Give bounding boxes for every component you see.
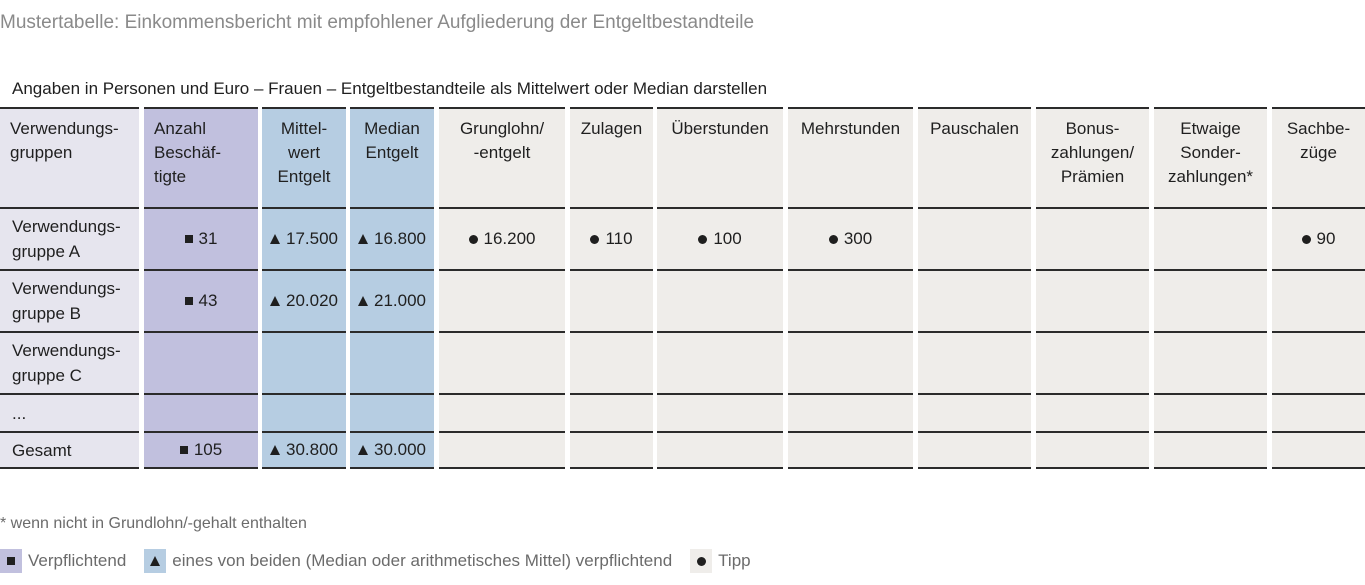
square-icon [0,549,22,573]
row-label-line: gruppe A [12,242,81,261]
table-cell-pauschalen [918,271,1031,333]
table-subtitle: Angaben in Personen und Euro – Frauen – Entgeltbestandteile als Mittelwert oder Median darstellen [12,79,768,98]
table-cell-sonder [1154,271,1267,333]
header-line: Prämien [1060,167,1125,186]
column-sonder [1154,107,1267,467]
square-icon [180,446,188,454]
table-cell-bonus [1036,395,1149,433]
column-sachbezuege [1272,107,1365,467]
header-line: wert [287,143,321,162]
column-bonus [1036,107,1149,467]
table-cell-zulagen [570,433,653,469]
table-cell-median [350,395,434,433]
header-line: Verwendungs- [10,119,119,138]
header-grundlohn [439,109,565,209]
table-cell-ueberstunden [657,209,783,271]
cell-value: 90 [1316,229,1336,248]
row-label [0,209,139,271]
dot-icon [590,235,599,244]
dot-icon [1302,235,1311,244]
row-label [0,271,139,333]
table-cell-anzahl [144,333,258,395]
table-cell-grundlohn [439,271,565,333]
page-title: Mustertabelle: Einkommensbericht mit empfohlener Aufgliederung der Entgeltbestandteile [0,12,755,33]
dot-icon [829,235,838,244]
table-cell-zulagen [570,209,653,271]
table-cell-ueberstunden [657,433,783,469]
table-cell-bonus [1036,433,1149,469]
triangle-icon [358,234,368,244]
table-cell-sachbezuege [1272,209,1365,271]
table-cell-zulagen [570,395,653,433]
header-mehrstunden [788,109,913,209]
header-line: Beschäf- [154,143,222,162]
column-pauschalen [918,107,1031,467]
table-cell-anzahl [144,433,258,469]
table-cell-ueberstunden [657,271,783,333]
legend-label-tip: Tipp [718,551,751,570]
table-cell-pauschalen [918,395,1031,433]
column-median [350,107,434,467]
table-cell-mehrstunden [788,271,913,333]
dot-icon [698,235,707,244]
header-line: Grunglohn/ [459,119,545,138]
table-cell-median [350,271,434,333]
table-cell-anzahl [144,271,258,333]
header-median [350,109,434,209]
column-zulagen [570,107,653,467]
header-line: -entgelt [473,143,531,162]
header-line: Entgelt [277,167,331,186]
table-cell-sachbezuege [1272,333,1365,395]
table-cell-sachbezuege [1272,433,1365,469]
table-cell-sonder [1154,333,1267,395]
cell-value: 21.000 [374,291,426,310]
header-ueberstunden [657,109,783,209]
square-icon [185,235,193,243]
header-sonder [1154,109,1267,209]
table-cell-sonder [1154,209,1267,271]
legend-item-mandatory [0,549,126,573]
table-cell-median [350,433,434,469]
header-line: Anzahl [154,119,206,138]
triangle-icon [270,234,280,244]
footnote: * wenn nicht in Grundlohn/-gehalt enthalten [0,515,307,532]
legend-item-either [144,549,672,573]
row-label-line: ... [12,403,27,423]
table-cell-grundlohn [439,209,565,271]
cell-value: 16.200 [483,229,536,248]
column-mehrstunden [788,107,913,467]
legend-label-mandatory: Verpflichtend [28,551,127,570]
triangle-icon [358,445,368,455]
header-pauschalen [918,109,1031,209]
legend-label-either: eines von beiden (Median oder arithmetisches Mittel) verpflichtend [172,551,673,570]
table-cell-sonder [1154,433,1267,469]
cell-value: 16.800 [374,229,426,248]
row-label-line: Verwendungs- [12,279,121,298]
cell-value: 105 [193,440,223,459]
header-verwendungsgruppen [0,109,139,209]
table-cell-sonder [1154,395,1267,433]
table-cell-pauschalen [918,333,1031,395]
column-ueberstunden [657,107,783,467]
table-cell-mehrstunden [788,333,913,395]
header-line: Zulagen [580,119,643,138]
table-cell-bonus [1036,333,1149,395]
table-cell-mehrstunden [788,209,913,271]
row-label [0,433,139,469]
table-cell-mittelwert [262,395,346,433]
row-label-line: Gesamt [12,440,72,460]
triangle-icon [144,549,166,573]
header-line: Sonder- [1180,143,1241,162]
triangle-icon [270,445,280,455]
table-cell-grundlohn [439,395,565,433]
table-cell-median [350,333,434,395]
cell-value: 30.000 [374,440,426,459]
header-line: Bonus- [1065,119,1120,138]
table-cell-zulagen [570,271,653,333]
cell-value: 43 [198,291,218,310]
header-line: züge [1300,143,1337,162]
square-icon [185,297,193,305]
column-mittelwert [262,107,346,467]
table-cell-median [350,209,434,271]
column-verwendungsgruppen [0,107,139,467]
header-mittelwert [262,109,346,209]
header-line: tigte [154,167,187,186]
triangle-icon [270,296,280,306]
table-cell-pauschalen [918,433,1031,469]
header-line: Entgelt [365,143,419,162]
table-cell-mittelwert [262,209,346,271]
cell-value: 20.020 [286,291,338,310]
table-cell-mehrstunden [788,395,913,433]
table-cell-anzahl [144,209,258,271]
row-label-line: Verwendungs- [12,341,121,360]
header-anzahl [144,109,258,209]
legend-item-tip [690,549,750,573]
header-line: Mittel- [280,119,328,138]
cell-value: 300 [843,229,873,248]
row-label-line: gruppe C [12,366,82,385]
table-cell-mittelwert [262,333,346,395]
header-zulagen [570,109,653,209]
table-cell-ueberstunden [657,333,783,395]
table-cell-sachbezuege [1272,395,1365,433]
header-line: Überstunden [671,119,769,138]
column-grundlohn [439,107,565,467]
header-line: zahlungen* [1167,167,1254,186]
row-label-line: gruppe B [12,304,81,323]
row-label [0,333,139,395]
table-cell-ueberstunden [657,395,783,433]
header-bonus [1036,109,1149,209]
cell-value: 31 [198,229,218,248]
cell-value: 100 [713,229,742,248]
table-cell-sachbezuege [1272,271,1365,333]
row-label [0,395,139,433]
cell-value: 30.800 [286,440,338,459]
header-line: Sachbe- [1286,119,1351,138]
dot-icon [469,235,478,244]
header-line: gruppen [10,143,73,162]
income-table [0,107,1365,467]
table-cell-mehrstunden [788,433,913,469]
table-cell-grundlohn [439,433,565,469]
cell-value: 110 [605,229,633,248]
table-cell-bonus [1036,271,1149,333]
table-cell-anzahl [144,395,258,433]
header-sachbezuege [1272,109,1365,209]
cell-value: 17.500 [286,229,338,248]
header-line: Pauschalen [930,119,1019,138]
table-cell-bonus [1036,209,1149,271]
triangle-icon [358,296,368,306]
table-cell-pauschalen [918,209,1031,271]
dot-icon [690,549,712,573]
table-cell-mittelwert [262,433,346,469]
header-line: zahlungen/ [1050,143,1135,162]
header-line: Etwaige [1180,119,1241,138]
column-anzahl [144,107,258,467]
row-label-line: Verwendungs- [12,217,121,236]
header-line: Mehrstunden [800,119,901,138]
table-cell-mittelwert [262,271,346,333]
table-cell-grundlohn [439,333,565,395]
legend [0,549,769,573]
header-line: Median [364,119,420,138]
table-cell-zulagen [570,333,653,395]
